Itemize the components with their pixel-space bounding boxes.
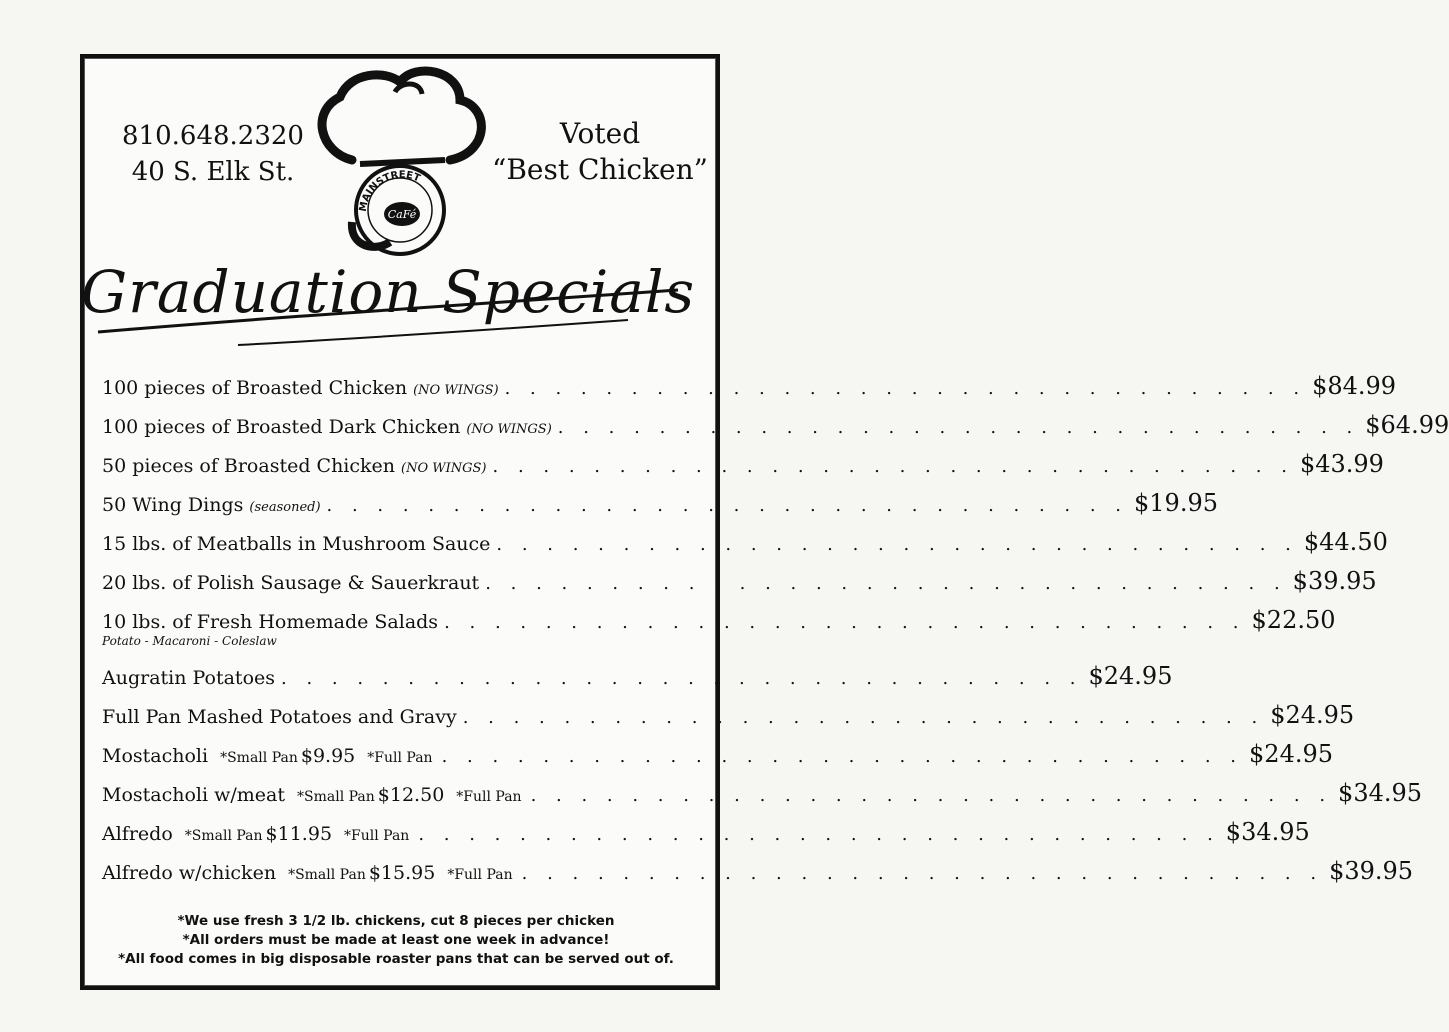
menu-item-price: $43.99 — [1299, 450, 1384, 478]
graduation-specials-title — [80, 250, 696, 360]
menu-item — [102, 489, 1218, 528]
menu-item-name: Mostacholi — [102, 745, 209, 767]
menu-item-price: $34.95 — [1338, 779, 1423, 807]
menu-item-note: (seasoned) — [249, 500, 321, 515]
menu-item — [102, 818, 1310, 857]
small-pan-price: $9.95 — [300, 745, 356, 767]
phone-number: 810.648.2320 — [122, 121, 304, 151]
menu-list — [102, 372, 1449, 896]
leader-dots: . . . . . . . . . . . . . . . . . . . . . . . . . . . . . . . . — [418, 824, 1220, 845]
menu-item-price: $34.95 — [1225, 818, 1310, 846]
small-pan-price: $15.95 — [368, 862, 436, 884]
menu-item-name: Mostacholi w/meat — [102, 784, 286, 806]
footer-note: *All food comes in big disposable roaster pans that can be served out of. — [118, 951, 674, 967]
menu-item — [102, 701, 1355, 740]
menu-item — [102, 450, 1384, 489]
menu-item-note: (NO WINGS) — [413, 383, 499, 398]
leader-dots: . . . . . . . . . . . . . . . . . . . . . . . . . . . . . . . . — [281, 668, 1083, 689]
chef-hat-logo — [300, 52, 500, 262]
logo-cafe-text: CaFé — [387, 208, 417, 221]
menu-item-name: 10 lbs. of Fresh Homemade Salads — [102, 611, 439, 633]
leader-dots: . . . . . . . . . . . . . . . . . . . . . . . . . . . . . . . . — [530, 785, 1333, 806]
menu-item — [102, 372, 1397, 411]
leader-dots: . . . . . . . . . . . . . . . . . . . . . . . . . . . . . . . . — [521, 863, 1324, 884]
footer-note: *We use fresh 3 1/2 lb. chickens, cut 8 pieces per chicken — [177, 913, 615, 929]
menu-item-name: 15 lbs. of Meatballs in Mushroom Sauce — [102, 533, 491, 555]
menu-item-name: 20 lbs. of Polish Sausage & Sauerkraut — [102, 572, 480, 594]
voted-block — [480, 116, 720, 188]
leader-dots: . . . . . . . . . . . . . . . . . . . . . . . . . . . . . . . . — [444, 612, 1246, 633]
menu-item-name: 100 pieces of Broasted Dark Chicken — [102, 416, 461, 438]
full-pan-label: *Full Pan — [367, 750, 433, 766]
menu-item-name: Alfredo w/chicken — [102, 862, 277, 884]
menu-item-price: $39.95 — [1292, 567, 1377, 595]
menu-item — [102, 567, 1377, 606]
menu-item — [102, 528, 1388, 567]
menu-item-price: $39.95 — [1329, 857, 1414, 885]
menu-item — [102, 662, 1173, 701]
best-chicken-label: “Best Chicken” — [492, 153, 708, 186]
small-pan-label: *Small Pan — [297, 789, 375, 805]
leader-dots: . . . . . . . . . . . . . . . . . . . . . . . . . . . . . . . . — [441, 746, 1244, 767]
small-pan-label: *Small Pan — [288, 867, 366, 883]
menu-item-name: Alfredo — [102, 823, 173, 845]
menu-item-subtext: Potato - Macaroni - Coleslaw — [102, 634, 277, 648]
leader-dots: . . . . . . . . . . . . . . . . . . . . . . . . . . . . . . . . — [496, 534, 1298, 555]
menu-item-price: $84.99 — [1312, 372, 1397, 400]
menu-item — [102, 779, 1423, 818]
menu-item-price: $64.99 — [1365, 411, 1449, 439]
menu-item — [102, 740, 1334, 779]
footer-note: *All orders must be made at least one week in advance! — [182, 932, 610, 948]
title-text: Graduation Specials — [80, 258, 696, 326]
full-pan-label: *Full Pan — [447, 867, 513, 883]
menu-item-price: $19.95 — [1134, 489, 1218, 517]
menu-item — [102, 857, 1414, 896]
menu-item-price: $22.50 — [1251, 606, 1336, 634]
voted-label: Voted — [559, 117, 641, 150]
logo-arc-text: MAINSTREET — [357, 169, 422, 213]
menu-item-name: Augratin Potatoes — [102, 667, 276, 689]
menu-item-price: $24.95 — [1249, 740, 1334, 768]
menu-item-name: 50 Wing Dings — [102, 494, 244, 516]
street-address: 40 S. Elk St. — [131, 157, 295, 187]
full-pan-label: *Full Pan — [344, 828, 410, 844]
leader-dots: . . . . . . . . . . . . . . . . . . . . . . . . . . . . . . . . — [326, 495, 1129, 516]
contact-block — [108, 118, 318, 190]
menu-item-price: $24.95 — [1088, 662, 1173, 690]
small-pan-price: $11.95 — [265, 823, 333, 845]
leader-dots: . . . . . . . . . . . . . . . . . . . . . . . . . . . . . . . . — [557, 417, 1360, 438]
small-pan-label: *Small Pan — [220, 750, 298, 766]
menu-item-price: $44.50 — [1303, 528, 1388, 556]
menu-item-price: $24.95 — [1270, 701, 1355, 729]
menu-item-name: 100 pieces of Broasted Chicken — [102, 377, 408, 399]
leader-dots: . . . . . . . . . . . . . . . . . . . . . . . . . . . . . . . . — [504, 378, 1307, 399]
menu-item-note: (NO WINGS) — [466, 422, 552, 437]
leader-dots: . . . . . . . . . . . . . . . . . . . . . . . . . . . . . . . . — [492, 456, 1294, 477]
menu-item-note: (NO WINGS) — [401, 461, 487, 476]
small-pan-price: $12.50 — [377, 784, 445, 806]
menu-item-name: Full Pan Mashed Potatoes and Gravy — [102, 706, 457, 728]
menu-item — [102, 411, 1449, 450]
menu-item-name: 50 pieces of Broasted Chicken — [102, 455, 396, 477]
footer-notes — [86, 912, 706, 969]
full-pan-label: *Full Pan — [456, 789, 522, 805]
leader-dots: . . . . . . . . . . . . . . . . . . . . . . . . . . . . . . . . — [462, 707, 1265, 728]
small-pan-label: *Small Pan — [184, 828, 263, 844]
leader-dots: . . . . . . . . . . . . . . . . . . . . . . . . . . . . . . . . — [485, 573, 1287, 594]
